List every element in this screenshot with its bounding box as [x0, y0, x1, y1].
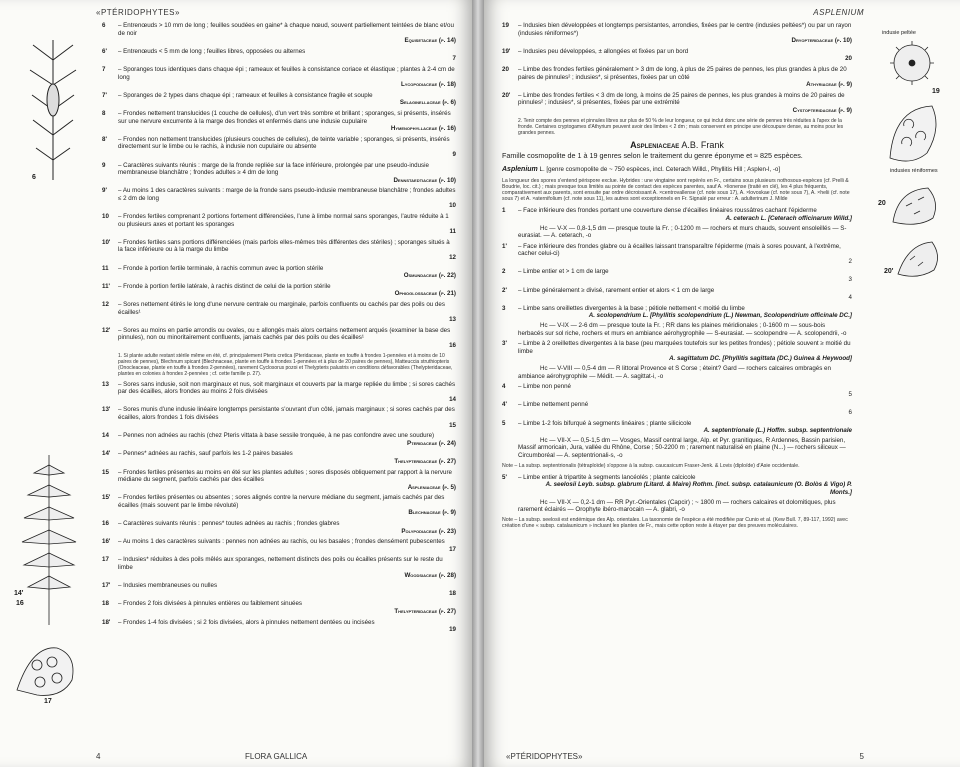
key-entry: 15' – Frondes fertiles présentes ou absentes ; sores alignés contre la nervure médiane du segment, jamais cachés par des écailles (mais souvent par le limbe révoluté) Blechnaceae (p. 9): [102, 494, 456, 517]
key-entry: 9' – Au moins 1 des caractères suivants : marge de la fronde sans pseudo-indusie membraneuse blanchâtre ; frondes adultes ≤ 2 dm de long 10: [102, 187, 456, 210]
species-key-entry: 5 – Limbe 1-2 fois bifurqué à segments linéaires ; plante silicicole A. septentrionale (L.) Hoffm. subsp. septentrionale Hc — VII-X — 0,5-1,5 dm — Vosges, Massif central large, Alp. et Pyr. granitiques, R Ardennes, Bassin parisien, Massif armoricain, Jura, vallée du Rhône, Corse ; 50-2200 m ; rarement naturalisé en plaine (N...) — rochers siliceux — Circumboréal — A. septentrionali-s, -o: [502, 419, 852, 459]
key-entry: 17' – Indusies membraneuses ou nulles 18: [102, 582, 456, 597]
margin-label-20: 20: [878, 200, 886, 207]
key-entry: 20 – Limbe des frondes fertiles généralement > 3 dm de long, à plus de 25 paires de pennes, les plus grandes à plus de 20 paires de pinnules² ; indusies*, si présentes, fixées par un côté Athyriaceae (p. 9): [502, 65, 852, 89]
margin-label-16: 16: [16, 600, 24, 607]
pinnule-20-drawing: [888, 182, 944, 230]
species-key-entry: 5' – Limbe entier à tripartite à segments lancéolés ; plante calcicole A. seelosii Leyb. subsp. glabrum (Litard. & Maire) Rothm. [incl. subsp. catalaunicum (O. Bolòs & Vigo) P. Monts.] Hc — VII-X — 0,2-1 dm — RR Pyr.-Orientales (Capcir) ; ~ 1800 m — rochers calcaires et dolomitiques, plus rarement éclairés — Orophyte ibéro-marocain — A. glabri, -o: [502, 473, 852, 514]
species-key-entry: 2' – Limbe généralement ≥ divisé, rarement entier et alors < 1 cm de large 4: [502, 286, 852, 302]
footnote-1: 1. Si plante adulte restant stérile même en été, cf. principalement Pteris cretica (Pteridaceae, plante en touffe à frondes 1-pennées et à moins de 10 paires de pennes), Blechnum spicant (Blechnaceae, plante en touffe à frondes 1-pennées et à plus de 20 paires de pennes), Matteuccia struthiopteris (Onocleaceae, plante en touffe à frondes 2-pennées), rarement Cyclosorus pozoi et Thelypteris palustris en conditions défavorables (Thelypteridaceae, plantes en colonies à frondes 2-pennées ; cf. cette famille p. 27).: [118, 352, 453, 377]
key-entry: 10 – Frondes fertiles comprenant 2 portions fortement différenciées, l'une à limbe normal sans sporanges, l'autre réduite à 1 ou plusieurs axes et portant les sporanges 11: [102, 213, 456, 236]
left-running-head: «PTÉRIDOPHYTES»: [96, 8, 180, 17]
right-key-column: [502, 22, 852, 534]
margin-label-6: 6: [32, 174, 36, 181]
reniform-indusia-drawing: [882, 98, 946, 168]
equisetum-drawing: [18, 40, 88, 180]
key-entry: 12 – Sores nettement étirés le long d'une nervure centrale ou marginale, parfois confluents ou cachés par des poils ou des écailles¹ 13: [102, 301, 456, 324]
key-entry: 13' – Sores munis d'une indusie linéaire longtemps persistante s'ouvrant d'un côté, jamais marginaux ; si sores cachés par des écailles, alors frondes 1 fois divisées 15: [102, 406, 456, 429]
key-entry: 19' – Indusies peu développées, ± allongées et fixées par un bord 20: [502, 47, 852, 63]
family-heading: Aspleniaceae A.B. Frank: [630, 139, 724, 150]
species-key-entry: 1' – Face inférieure des frondes glabre ou à écailles laissant transparaître l'épiderme (mais à sores pouvant, à l'extrême, cacher celui-ci) 2: [502, 242, 852, 265]
right-page: [484, 0, 960, 767]
note-seelosii: Note – La subsp. seelosii est endémique des Alp. orientales. La taxonomie de l'espèce a été modifiée par Cunio et al. (Kew Bull. 7, 89-117, 1992) avec création d'une « subsp. catalaunicum » incluant les plantes de Fr., mais cette option reste à étayer par des preuves moléculaires.: [502, 516, 848, 529]
sori-detail-drawing: [12, 640, 82, 700]
genus-notes: La longueur des spores s'entend périspore exclue. Hybrides : une vingtaine sont repérés en Fr., certains sous plusieurs nothosous-espèces (cf. Prelli & Boudrie, loc. cit.) ; mais presque tous limités au pointe de contact des espèces parentes, sauf A. ×lionense (traité en clé), les 4 plus fréquents, comparativement aux parents, sont ensuite par ordre décroissant A. ×centrovallense (cf. note sous 17), A. ×lovoskae (cf. note sous 7), A. ×helii (cf. note sous 7) et A. ×aternifolium (cf. note sous 11), les autres sont exceptionnels en Fr. Signalé par erreur : A. adulterinum J. Milde: [502, 177, 850, 203]
key-entry: 9 – Caractères suivants réunis : marge de la fronde repliée sur la face inférieure, prolongée par une pseudo-indusie membraneuse blanchâtre ; frondes adultes ≥ 4 dm de long Dennstaedtiaceae (p. 10): [102, 161, 456, 184]
species-key-entry: 3' – Limbe à 2 oreillettes divergentes à la base (peu marquées toutefois sur les petites frondes) ; pétiole souvent ≥ moitié du limbe A. sagittatum DC. [Phyllitis sagittata (DC.) Guinea & Heywood] Hc — V-VIII — 0,5-4 dm — R littoral Provence et S Corse ; éteint? Gard — rochers calcaires ombragés en ambiance aérohygrophile — Médit. — A. sagittat-i, -o: [502, 340, 852, 380]
book-gutter: [472, 0, 484, 767]
key-entry: 15 – Frondes fertiles présentes au moins en été sur les plantes adultes ; sores disposés obliquement par rapport à la nervure médiane du segment, parfois cachés par des écailles Aspleniaceae (p. 5): [102, 468, 456, 491]
species-key-entry: 3 – Limbe sans oreillettes divergentes à la base ; pétiole nettement < moitié du limbe A. scolopendrium L. [Phyllitis scolopendrium (L.) Newman, Scolopendrium officinale DC.] Hc — V-IX — 2-6 dm — presque toute la Fr. ; RR dans les plaines méridionales ; 0-1600 m — sous-bois herbacés sur sol riche, rochers et murs en ambiance aérohygrophile — S-eurasiat. — scolopendre — A. scolopendrii, -o: [502, 304, 852, 337]
pinnule-20p-drawing: [894, 238, 944, 280]
left-key-column: [102, 22, 456, 637]
species-key-entry: 2 – Limbe entier et > 1 cm de large 3: [502, 268, 852, 284]
key-entry: 8 – Frondes nettement translucides (1 couche de cellules), d'un vert très sombre et brillant ; sporanges, si présents, insérés sur une nervure excurrente à la marge des frondes et enfermés dans une indusie cupulaire Hymenophyllaceae (p. 16): [102, 109, 456, 133]
margin-label-indusies-reniformes: indusies réniformes: [890, 168, 938, 174]
key-entry: 16 – Caractères suivants réunis : pennes* toutes adnées au rachis ; frondes glabres Polypodiaceae (p. 23): [102, 520, 456, 535]
key-entry: 7 – Sporanges tous identiques dans chaque épi ; rameaux et feuilles à consistance coriace et élastique ; plantes à 2-4 cm de long Lycopodiaceae (p. 18): [102, 65, 456, 89]
right-running-head: ASPLENIUM: [813, 8, 864, 17]
footnote-2: 2. Tenir compte des pennes et pinnules libres sur plus de 50 % de leur longueur, ce qui inclut donc une série de pennes très réduites à l'apex de la fronde. Certaines cryptogames d'Athyrium peuvent avoir des limbes < 2 dm ; mais conservent en principe une découpure dense, au moins pour les grandes pennes.: [518, 117, 844, 136]
peltate-indusium-drawing: [880, 38, 944, 88]
key-entry: 6' – Entrenœuds < 5 mm de long ; feuilles libres, opposées ou alternes 7: [102, 47, 456, 63]
margin-label-17: 17: [44, 698, 52, 705]
key-entry: 14' – Pennes* adnées au rachis, sauf parfois les 1-2 paires basales Thelypteridaceae (p. 27): [102, 450, 456, 465]
right-page-number: 5: [859, 752, 864, 761]
right-footer-title: «PTÉRIDOPHYTES»: [506, 752, 583, 761]
key-entry: 12' – Sores au moins en partie arrondis ou ovales, ou ± allongés mais alors certains nettement arqués (examiner la base des pinnules), non ou minoritairement confluents, jamais cachés par des poils ou des écailles¹ 16: [102, 326, 456, 349]
left-page-number: 4: [96, 752, 101, 761]
key-entry: 11' – Fronde à portion fertile latérale, à rachis distinct de celui de la portion stérile Ophioglossaceae (p. 21): [102, 282, 456, 298]
species-key-entry: 4 – Limbe non penné 5: [502, 383, 852, 398]
species-key-entry: 1 – Face inférieure des frondes portant une couverture dense d'écailles linéaires roussâtres cachant l'épiderme A. ceterach L. [Ceterach officinarum Willd.] Hc — V-X — 0,8-1,5 dm — presque toute la Fr. ; 0-1200 m — rochers et murs chauds, souvent ensoleillés — S-eurasiat. — A. ceterach, -o: [502, 207, 852, 240]
key-entry: 20' – Limbe des frondes fertiles < 3 dm de long, à moins de 25 paires de pennes, les plus grandes à moins de 20 paires de pinnules² ; indusies*, si présentes, fixées par une extrémité Cystopteridaceae (p. 9): [502, 91, 852, 114]
key-entry: 6 – Entrenœuds > 10 mm de long ; feuilles soudées en gaine* à chaque nœud, souvent partiellement teintées de blanc et/ou de noir Equisetaceae (p. 14): [102, 22, 456, 45]
left-page: [0, 0, 472, 767]
margin-label-19: 19: [932, 88, 940, 95]
genus-heading: Asplenium L. [genre cosmopolite de ~ 750 espèces, incl. Ceterach Willd., Phyllitis Hill ; Asplen-l, -o]: [502, 165, 781, 173]
family-description: Famille cosmopolite de 1 à 19 genres selon le traitement du genre éponyme et ≈ 825 espèces.: [502, 151, 803, 161]
key-entry: 11 – Fronde à portion fertile terminale, à rachis commun avec la portion stérile Osmundaceae (p. 22): [102, 264, 456, 280]
margin-label-20p: 20': [884, 268, 894, 275]
key-entry: 18 – Frondes 2 fois divisées à pinnules entières ou faiblement sinuées Thelypteridaceae (p. 27): [102, 600, 456, 615]
left-footer-title: FLORA GALLICA: [245, 752, 308, 761]
key-entry: 19 – Indusies bien développées et longtemps persistantes, arrondies, fixées par le centre (indusies peltées*) ou par un rayon (indusies réniformes*) Dryopteridaceae (p. 10): [502, 22, 852, 45]
key-entry: 18' – Frondes 1-4 fois divisées ; si 2 fois divisées, alors à pinnules nettement dentées ou incisées 19: [102, 618, 456, 634]
margin-label-14p: 14': [14, 590, 24, 597]
key-entry: 8' – Frondes non nettement translucides (plusieurs couches de cellules), de teinte variable ; sporanges, si présents, insérés directement sur le limbe ou le rachis, à indusie non cupulaire ou absente 9: [102, 135, 456, 158]
species-key-entry: 4' – Limbe nettement penné 6: [502, 401, 852, 416]
margin-label-indusie-peltee: indusie peltée: [882, 30, 916, 36]
note-septentrionale: Note – La subsp. septentrionalis (tétraploïde) s'oppose à la subsp. caucasicum Fraser-Jenk. & Lovis (diploïde) d'Asie occidentale.: [502, 462, 800, 469]
key-entry: 14 – Pennes non adnées au rachis (chez Pteris vittata à base sessile tronquée, à ne pas confondre avec une soudure) Pteridaceae (p. 24): [102, 432, 456, 447]
key-entry: 16' – Au moins 1 des caractères suivants : pennes non adnées au rachis, ou les basales ; frondes densément pubescentes 17: [102, 538, 456, 553]
key-entry: 17 – Indusies* réduites à des poils mêlés aux sporanges, nettement distincts des poils ou écailles présents sur le reste du limbe Woodsiaceae (p. 28): [102, 556, 456, 579]
key-entry: 13 – Sores sans indusie, soit non marginaux et nus, soit marginaux et couverts par la marge repliée du limbe ; si sores cachés par des écailles, alors frondes au moins 2 fois divisées 14: [102, 380, 456, 403]
key-entry: 10' – Frondes fertiles sans portions différenciées (mais parfois elles-mêmes très différentes des stériles) ; sporanges situés à la face inférieure ou à la marge du limbe 12: [102, 238, 456, 262]
key-entry: 7' – Sporanges de 2 types dans chaque épi ; rameaux et feuilles à consistance fragile et souple Selaginellaceae (p. 6): [102, 91, 456, 107]
